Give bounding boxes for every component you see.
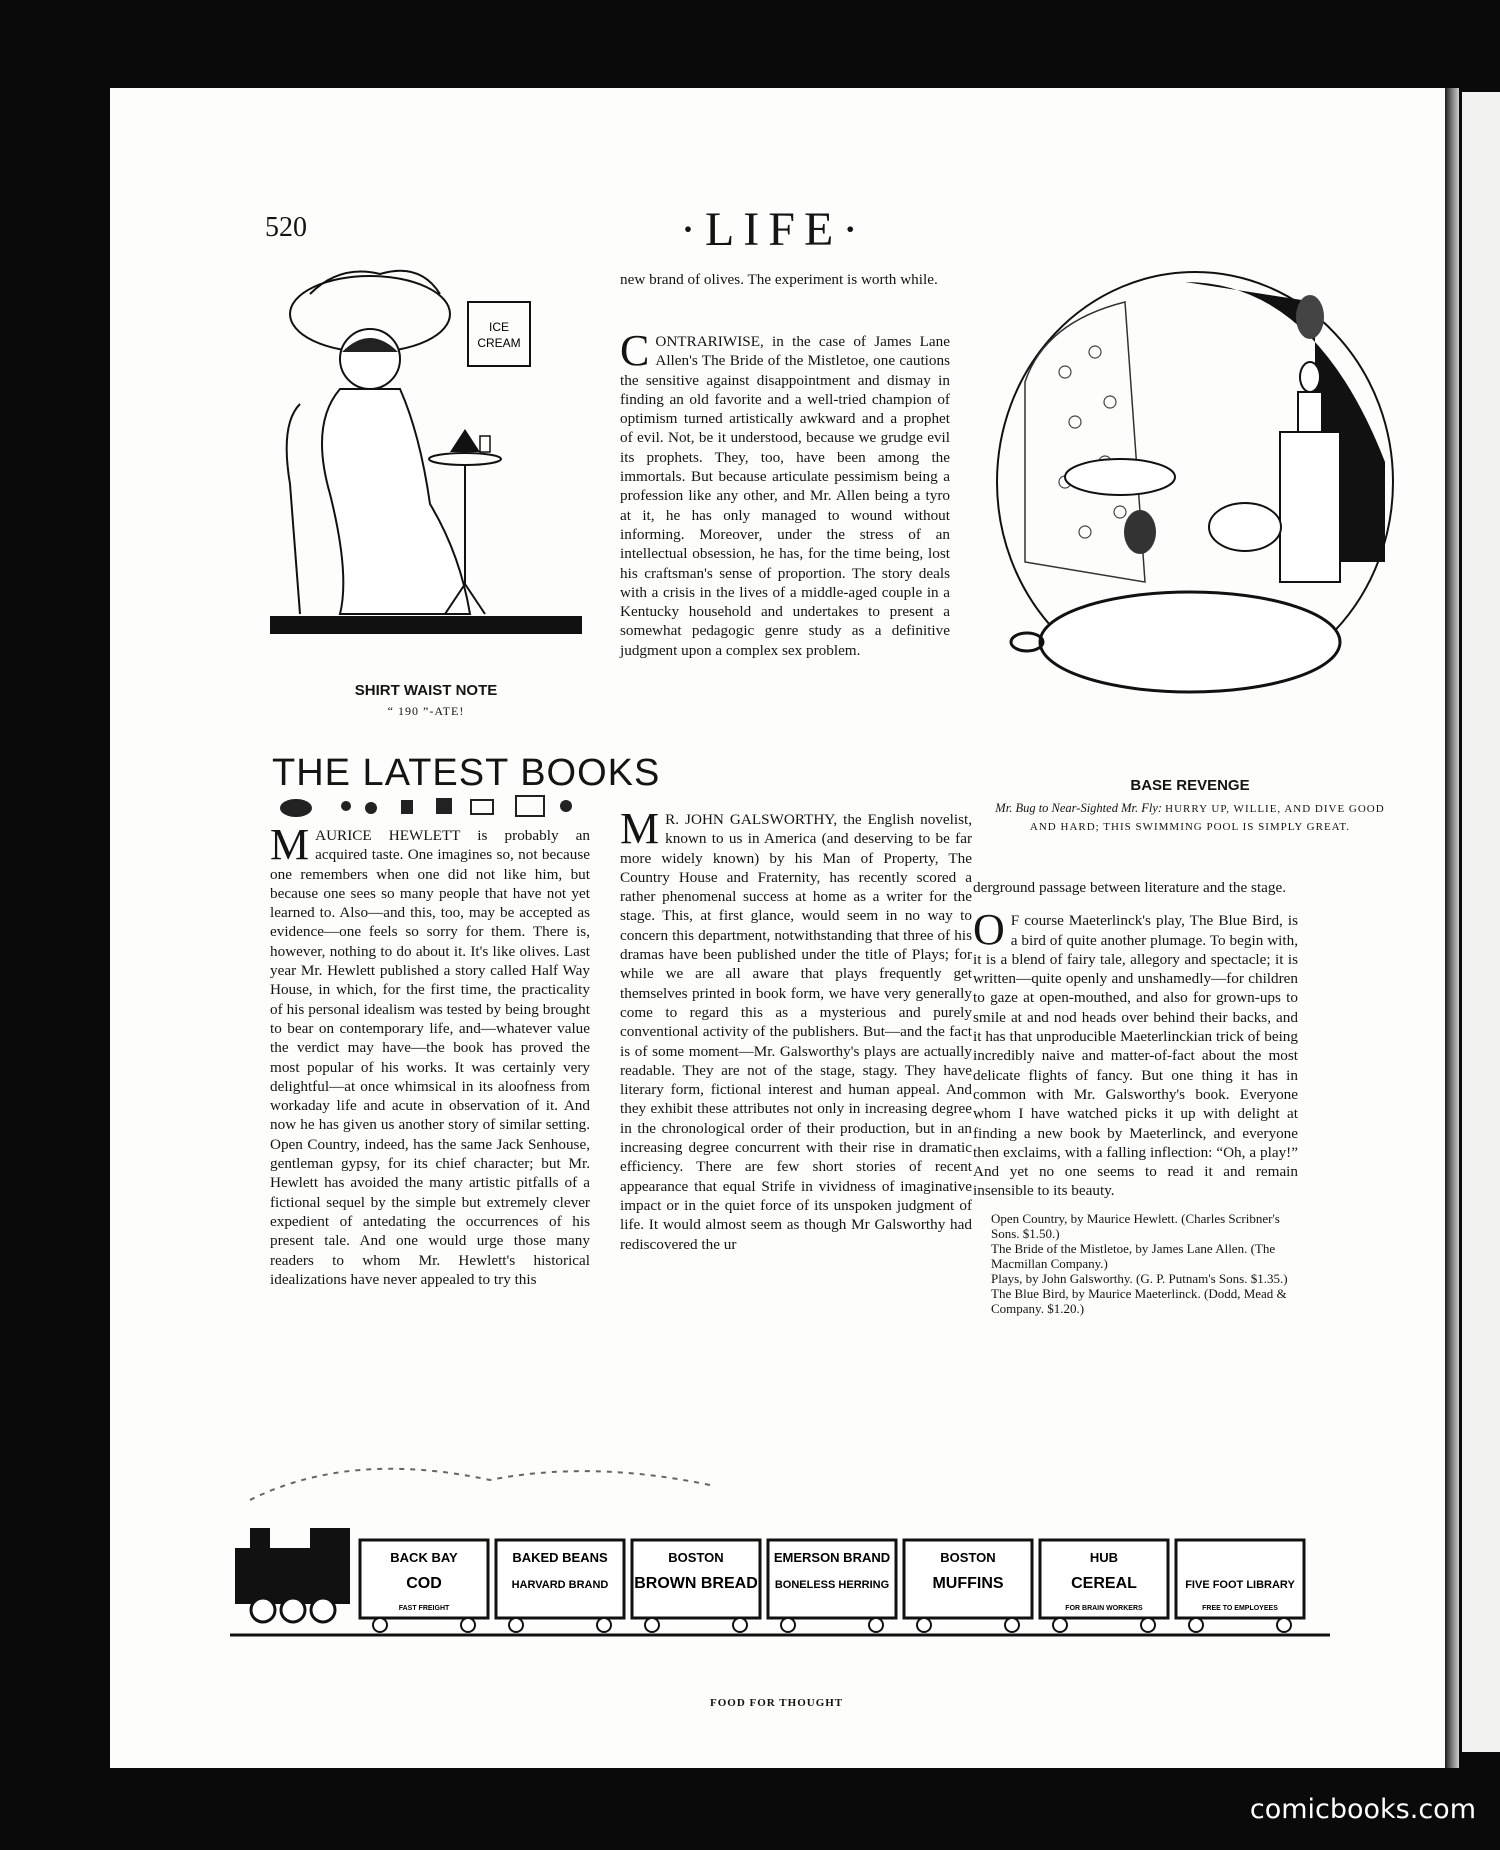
train-car-main-label: HARVARD BRAND (511, 1579, 609, 1591)
powder-jar (1209, 503, 1281, 551)
train-car-top-label: BACK BAY (390, 1550, 458, 1565)
chair-back (287, 404, 300, 614)
train-car-top-label: BOSTON (668, 1550, 724, 1565)
bottle-neck (1298, 392, 1322, 432)
hewlett-text: AURICE HEWLETT is probably an acquired taste. One imagines so, not because one remembers when one did not like him, but because one sees so many people that have not yet learned to. Also—and this, too, may be accepted as evidence—one feels so sorry for them. There is, however, nothing to do about it. It's like olives. Last year Mr. Hewlett published a story called Half Way House, in which, for the first time, the practicality of his personal idealism was tested by being brought to bear on contemporary life, and—whatever value the verdict may have—the book has proved the most popular of his works. It was certainly very delightful—at once whimsical in its aloofness from workaday life and acute in observation of it. And now he has given us another story of similar setting. Open Country, indeed, has the same Jack Senhouse, gentleman gypsy, for its chief character; but Mr. Hewlett has avoided the many artistic pitfalls of a fictional sequel by the simple but extremely clever expedient of antedating the occurrences of his present tale. And one would urge those many readers to whom Mr. Hewlett's historical idealizations have never appealed to try this (270, 827, 590, 1288)
train-car-top-label: HUB (1089, 1550, 1119, 1565)
mirror-handle (1011, 633, 1043, 651)
continuation-underground: derground passage between literature and the stage. (973, 879, 1287, 896)
site-watermark: comicbooks.com (1249, 1794, 1476, 1825)
dropcap-m: M (270, 820, 310, 869)
train-car-main-label: MUFFINS (932, 1575, 1004, 1592)
caption-quote: HURRY UP, WILLIE, AND DIVE GOOD AND HARD; THIS SWIMMING POOL IS SIMPLY GREAT. (1029, 803, 1385, 833)
locomotive-cab (310, 1528, 350, 1604)
hair-brush (1065, 459, 1175, 495)
right-cartoon-caption (990, 800, 1390, 836)
sign-line-2: CREAM (477, 336, 521, 350)
perfume-bottle (1280, 432, 1340, 582)
hewlett-paragraph (270, 820, 590, 1289)
train-car (632, 1540, 760, 1632)
train-car-small-label: FREE TO EMPLOYEES (1202, 1605, 1278, 1612)
continuation-olives: new brand of olives. The experiment is worth while. (620, 271, 938, 288)
train-car-top-label: BOSTON (940, 1550, 996, 1565)
binding-gutter (1445, 88, 1459, 1768)
shirt-waist-cartoon (270, 254, 582, 666)
column-hewlett (270, 820, 590, 1289)
books-section-header: THE LATEST BOOKS (272, 752, 661, 794)
ice-cream-dish (450, 429, 480, 452)
dropcap-c: C (620, 326, 650, 375)
train-car (1176, 1540, 1304, 1632)
left-cartoon-subtitle: “ 190 ”-ATE! (387, 704, 465, 718)
left-cartoon-title: SHIRT WAIST NOTE (354, 682, 498, 699)
fly-figure (1124, 510, 1156, 554)
train-car-small-label: FAST FREIGHT (398, 1605, 450, 1612)
bib-entry-3: Plays, by John Galsworthy. (G. P. Putnam's Sons. $1.35.) (991, 1270, 1288, 1286)
caption-speaker: Mr. Bug to Near-Sighted Mr. Fly: (995, 801, 1163, 815)
train-car (904, 1540, 1032, 1632)
hand-mirror (1040, 592, 1340, 692)
bib-entry-2: The Bride of the Mistletoe, by James Lane Allen. (The Macmillan Company.) (991, 1240, 1276, 1271)
train-caption: FOOD FOR THOUGHT (710, 1697, 844, 1709)
train-car (768, 1540, 896, 1632)
train-wheel (917, 1618, 931, 1632)
train-car (360, 1540, 488, 1632)
train-wheel (1189, 1618, 1203, 1632)
dropcap-o: O (973, 905, 1005, 955)
bib-entry-4: The Blue Bird, by Maurice Maeterlinck. (Dodd, Mead & Company. $1.20.) (991, 1285, 1287, 1316)
page-number: 520 (265, 212, 307, 243)
train-wheel (1005, 1618, 1019, 1632)
train-wheel (645, 1618, 659, 1632)
right-cartoon-title: BASE REVENGE (1130, 777, 1250, 794)
bug-figure (1296, 295, 1324, 339)
base-revenge-cartoon (985, 262, 1405, 772)
train-car-main-label: COD (406, 1575, 442, 1592)
train-car-main-label: BROWN BREAD (634, 1575, 758, 1592)
galsworthy-paragraph (620, 804, 972, 1254)
train-car-top-label: EMERSON BRAND (773, 1550, 891, 1565)
train-car-small-label: FOR BRAIN WORKERS (1065, 1605, 1143, 1612)
facing-page-edge (1462, 92, 1500, 1752)
food-for-thought-train (230, 1440, 1350, 1665)
allen-paragraph (620, 326, 950, 660)
train-car-main-label: BONELESS HERRING (774, 1579, 890, 1591)
water-glass (480, 436, 490, 452)
galsworthy-text: R. JOHN GALSWORTHY, the English novelist, known to us in America (and deserving to be far more widely known) by his Man of Property, The Country House and Fraternity, has recently scored a rather phenomenal success at home as a writer for the stage. This, at first glance, would seem in no way to concern this department, notwithstanding that three of his dramas have been published under the title of Plays; for while we are all aware that plays frequently get themselves printed in book form, we have very generally come to regard this as a mysterious and purely conventional activity of the publishers. But—and the fact is of some moment—Mr. Galsworthy's plays are actually readable. They are not of the stage, stagy. They have literary form, fictional interest and human appeal. And they exhibit these attributes not only in increasing degree in the chronological order of their production, but in an increasing degree concurrent with their rise in dramatic efficiency. There are few short stories of recent appearance that equal Strife in vividness of imaginative impact or in the quiet force of its unspoken judgment of life. It would almost seem as though Mr Galsworthy had rediscovered the ur (620, 811, 972, 1253)
bibliography (973, 1211, 1298, 1316)
ice-cream-sign (468, 302, 530, 366)
train-wheel (373, 1618, 387, 1632)
bottle-stopper (1300, 362, 1320, 392)
header-figures-decoration (276, 792, 586, 822)
cafe-table (429, 453, 501, 465)
train-smoke (250, 1469, 710, 1500)
column-allen-body (620, 326, 950, 660)
allen-text: ONTRARIWISE, in the case of James Lane Allen's The Bride of the Mistletoe, one cautions the sensitive against disappointment and dismay in finding an old favorite and a well-tried champion of optimism turned artistically awkward and a prophet of evil. Not, be it understood, because we grudge evil its prophets. They, too, have been among the immortals. But because articulate pessimism being a profession like any other, and Mr. Allen being a tyro at it, he has only managed to wound without informing. Moreover, under the stress of an intellectual obsession, he has, for the time being, lost his craftsman's sense of proportion. The story deals with a crisis in the lives of a middle-aged couple in a Kentucky household and undertakes to present a somewhat pedagogic genre study as a definitive judgment upon a complex sex problem. (620, 333, 950, 659)
lady-dress (322, 389, 470, 614)
bib-entry-1: Open Country, by Maurice Hewlett. (Charles Scribner's Sons. $1.50.) (991, 1210, 1280, 1241)
column-allen (620, 270, 1011, 289)
sign-line-1: ICE (488, 320, 510, 334)
maeterlinck-text: F course Maeterlinck's play, The Blue Bird, is a bird of quite another plumage. To begin with, it is a blend of fairy tale, allegory and spectacle; it is written—quite openly and unshamedly—for children to gaze at open-mouthed, and also for grown-ups to smile at and nod heads over behind their backs, and it has that unproducible Maeterlinckian trick of being incredibly naive and matter-of-fact about the most delicate flights of fancy. But one thing it has in common with Mr. Galsworthy's book. Everyone whom I have watched picks it up with delight at finding a new book by Maeterlinck, and everyone then exclaims, with a falling inflection: “Oh, a play!” And yet no one seems to read it and remain insensible to its beauty. (973, 912, 1298, 1200)
train-wheel (781, 1618, 795, 1632)
maeterlinck-paragraph (973, 905, 1298, 1200)
train-car (1040, 1540, 1168, 1632)
train-wheel (1277, 1618, 1291, 1632)
train-car (496, 1540, 624, 1632)
train-wheel (1053, 1618, 1067, 1632)
train-wheel (1141, 1618, 1155, 1632)
cartoon-floor-bar (270, 616, 582, 634)
train-wheel (733, 1618, 747, 1632)
dropcap-m2: M (620, 804, 660, 853)
train-car-main-label: CEREAL (1071, 1575, 1137, 1592)
train-wheel (509, 1618, 523, 1632)
train-wheel (597, 1618, 611, 1632)
column-maeterlinck (973, 878, 1298, 1316)
column-galsworthy (620, 804, 972, 1254)
train-wheel (461, 1618, 475, 1632)
train-car-top-label: BAKED BEANS (512, 1550, 608, 1565)
train-wheel (869, 1618, 883, 1632)
locomotive-stack (250, 1528, 270, 1550)
train-car-main-label: FIVE FOOT LIBRARY (1185, 1579, 1295, 1591)
hat-plume (310, 271, 440, 294)
masthead: ·LIFE· (680, 203, 868, 256)
